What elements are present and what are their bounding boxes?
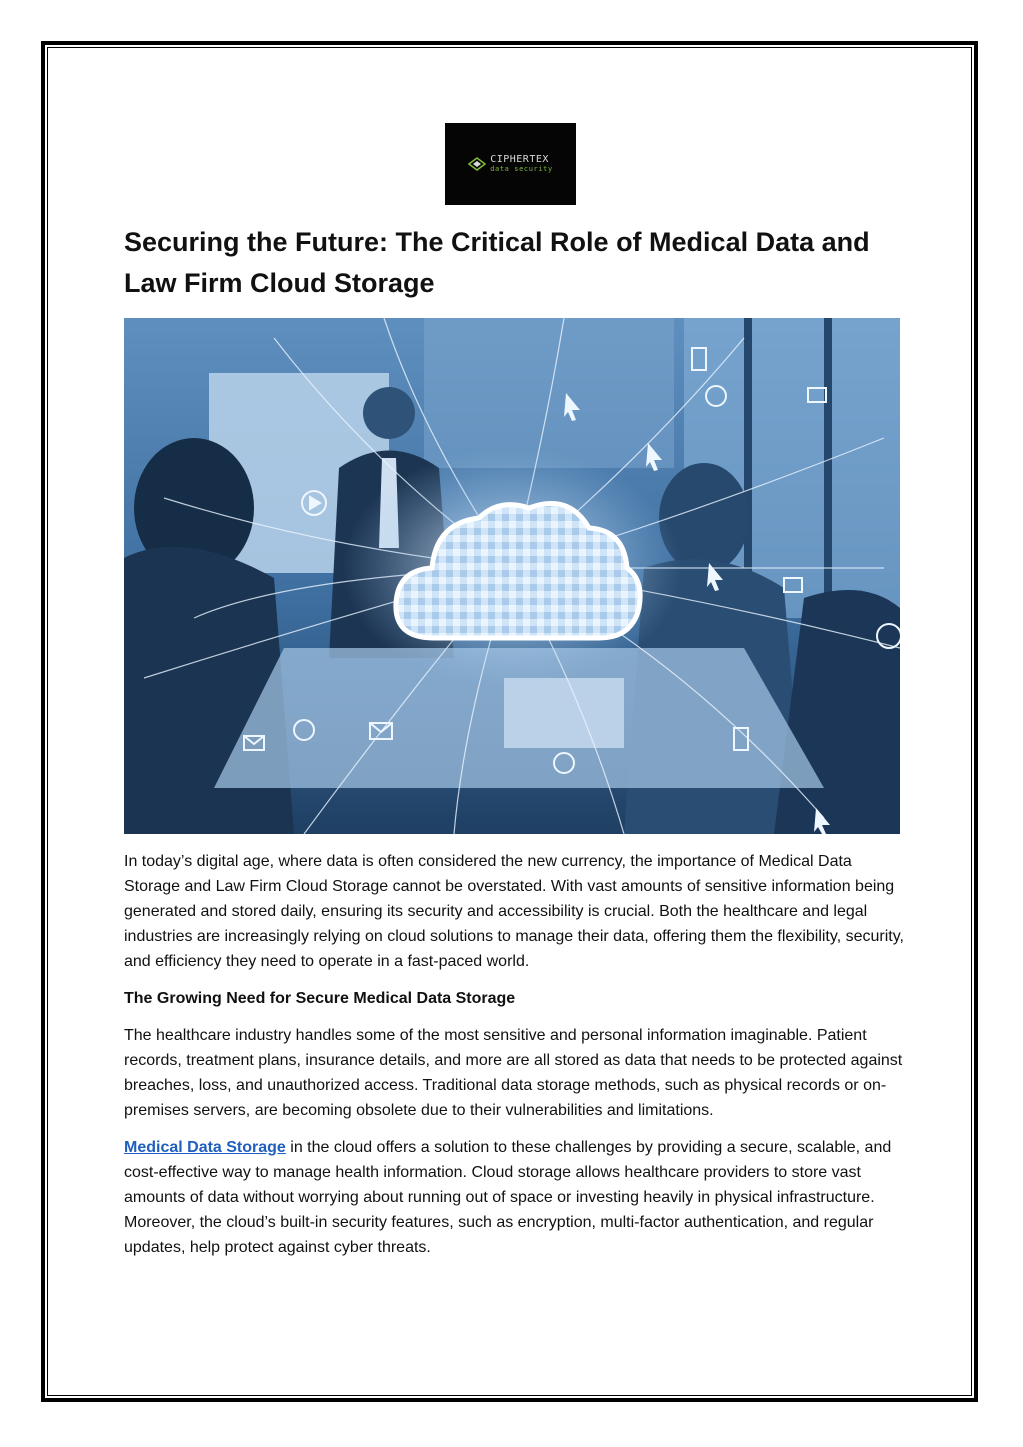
logo-tagline: data security — [490, 165, 553, 173]
logo-diamond-icon — [468, 157, 486, 171]
ciphertex-logo — [445, 123, 576, 205]
intro-paragraph: In today’s digital age, where data is often considered the new currency, the importance of Medical Data Storage and Law Firm Cloud Storage cannot be overstated. With vast amounts of sensitive information being generated and stored daily, ensuring its security and accessibility is crucial. Both the healthcare and legal industries are increasingly relying on cloud solutions to manage their data, offering them the flexibility, security, and efficiency they need to operate in a fast-paced world. — [124, 853, 904, 970]
healthcare-paragraph: The healthcare industry handles some of the most sensitive and personal information imaginable. Patient records, treatment plans, insurance details, and more are all stored as data that needs to be protected against breaches, loss, and unauthorized access. Traditional data storage methods, such as physical records or on-premises servers, are becoming obsolete due to their vulnerabilities and limitations. — [124, 1027, 903, 1119]
article-body — [124, 849, 904, 1272]
cloud-paragraph-text: in the cloud offers a solution to these challenges by providing a secure, scalable, and cost-effective way to manage health information. Cloud storage allows healthcare providers to store vast amounts of data without worrying about running out of space or investing heavily in physical infrastructure. Moreover, the cloud’s built-in security features, such as encryption, multi-factor authentication, and regular updates, help protect against cyber threats. — [124, 1139, 892, 1256]
article-title: Securing the Future: The Critical Role of Medical Data and Law Firm Cloud Storage — [124, 227, 870, 298]
hero-image — [124, 318, 900, 834]
cloud-meeting-illustration — [124, 318, 900, 834]
logo-name: CIPHERTEX — [490, 154, 549, 165]
cloud-paragraph — [124, 1135, 904, 1260]
medical-data-storage-link[interactable]: Medical Data Storage — [124, 1139, 286, 1156]
section-heading: The Growing Need for Secure Medical Data Storage — [124, 990, 516, 1007]
